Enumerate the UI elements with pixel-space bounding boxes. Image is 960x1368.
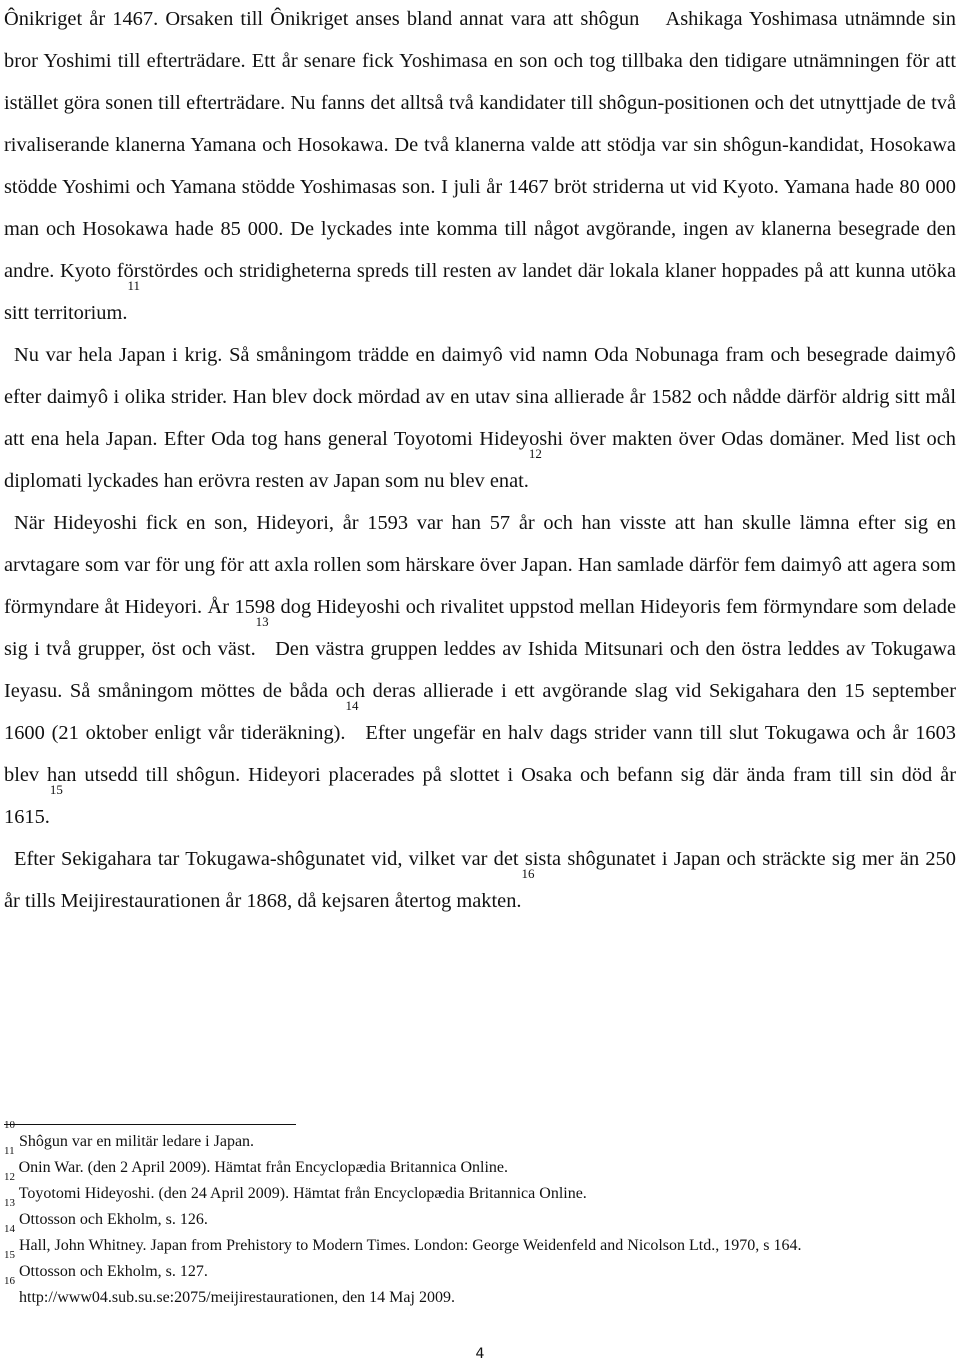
text-segment: Ashikaga Yoshimasa utnämnde sin bror Yoshimi till efterträdare. Ett år senare fick Yoshimasa en son och tog tillbaka den tidigare utnämningen för att istället göra sonen till efterträdare. Nu fanns det alltså två kandidater till shôgun-positionen och det utnyttjade de två rivaliserande klanerna Yamana och Hosokawa. De två klanerna valde att stödja var sin shôgun-kandidat, Hosokawa stödde Yoshimi och Yamana stödde Yoshimasas son. I juli år 1467 bröt striderna ut vid Kyoto. Yamana hade 80 000 man och Hosokawa hade 85 000. De lyckades inte komma till något avgörande, ingen av klanerna besegrade den andre. Kyoto förstördes och stridigheterna spreds till resten av landet där lokala klaner hoppades på att kunna utöka sitt territorium. bbox=[4, 8, 957, 324]
paragraph-2 bbox=[4, 334, 956, 502]
text-segment: Efter Sekigahara tar Tokugawa-shôgunatet vid, vilket var det sista shôgunatet i Japan och sträckte sig mer än 250 år tills Meijirestaurationen år 1868, då kejsaren återtog makten. bbox=[4, 848, 956, 912]
footnote bbox=[4, 1171, 934, 1207]
footnote bbox=[4, 1223, 934, 1259]
footnote-divider bbox=[4, 1124, 296, 1125]
footnote-number: 11 bbox=[4, 1145, 15, 1157]
footnote-ref-15: 15 bbox=[49, 782, 63, 797]
footnote-number: 16 bbox=[4, 1275, 15, 1287]
footnotes bbox=[4, 1119, 934, 1311]
paragraph-3 bbox=[4, 502, 956, 838]
footnote bbox=[4, 1119, 934, 1155]
footnote-text: Hall, John Whitney. Japan from Prehistory to Modern Times. London: George Weidenfeld and Nicolson Ltd., 1970, s 164. bbox=[15, 1237, 802, 1254]
text-segment: När Hideyoshi fick en son, Hideyori, år 1593 var han 57 år och han visste att han skulle lämna efter sig en arvtagare som var för ung för att axla rollen som härskare över Japan. Han samlade därför fem daimyô att agera som förmyndare åt Hideyori. År 1598 dog Hideyoshi och rivalitet uppstod mellan Hideyoris fem förmyndare som delade sig i två grupper, öst och väst. bbox=[4, 512, 956, 660]
footnote bbox=[4, 1275, 934, 1311]
footnote-text: Toyotomi Hideyoshi. (den 24 April 2009). Hämtat från Encyclopædia Britannica Online. bbox=[15, 1185, 587, 1202]
footnote bbox=[4, 1145, 934, 1181]
text-segment: Efter ungefär en halv dags strider vann till slut Tokugawa och år 1603 blev han utsedd till shôgun. Hideyori placerades på slottet i Osaka och befann sig där ända fram till sin död år 1615. bbox=[4, 722, 956, 828]
page-number: 4 bbox=[475, 1346, 485, 1362]
footnote-text: Shôgun var en militär ledare i Japan. bbox=[15, 1133, 255, 1150]
footnote bbox=[4, 1197, 934, 1233]
body-text bbox=[4, 0, 956, 922]
paragraph-1 bbox=[4, 0, 956, 334]
text-segment: Ônikriget år 1467. Orsaken till Ônikriget anses bland annat vara att shôgun bbox=[4, 8, 647, 30]
footnote-text: Onin War. (den 2 April 2009). Hämtat från Encyclopædia Britannica Online. bbox=[14, 1159, 508, 1176]
footnote-number: 12 bbox=[4, 1171, 15, 1183]
footnote-ref-12: 12 bbox=[528, 446, 542, 461]
footnote-number: 10 bbox=[4, 1119, 15, 1131]
footnote bbox=[4, 1249, 934, 1285]
text-segment: Nu var hela Japan i krig. Så småningom trädde en daimyô vid namn Oda Nobunaga fram och besegrade daimyô efter daimyô i olika strider. Han blev dock mördad av en utav sina allierade år 1582 och nådde därför aldrig sitt mål att ena hela Japan. Efter Oda tog hans general Toyotomi Hideyoshi över makten över Odas domäner. Med list och diplomati lyckades han erövra resten av Japan som nu blev enat. bbox=[4, 344, 956, 492]
footnote-number: 15 bbox=[4, 1249, 15, 1261]
footnote-number: 13 bbox=[4, 1197, 15, 1209]
paragraph-4 bbox=[4, 838, 956, 922]
footnote-ref-16: 16 bbox=[521, 866, 535, 881]
footnote-ref-11: 11 bbox=[127, 278, 140, 293]
footnote-text: Ottosson och Ekholm, s. 126. bbox=[15, 1211, 208, 1228]
footnote-ref-13: 13 bbox=[255, 614, 269, 629]
footnote-text: Ottosson och Ekholm, s. 127. bbox=[15, 1263, 208, 1280]
footnote-text: http://www04.sub.su.se:2075/meijirestaurationen, den 14 Maj 2009. bbox=[15, 1289, 455, 1306]
footnote-number: 14 bbox=[4, 1223, 15, 1235]
text-segment: Den västra gruppen leddes av Ishida Mitsunari och den östra leddes av Tokugawa Ieyasu. Så småningom möttes de båda och deras allierade i ett avgörande slag vid Sekigahara den 15 september 1600 (21 oktober enligt vår tideräkning). bbox=[4, 638, 956, 744]
footnote-ref-14: 14 bbox=[345, 698, 359, 713]
